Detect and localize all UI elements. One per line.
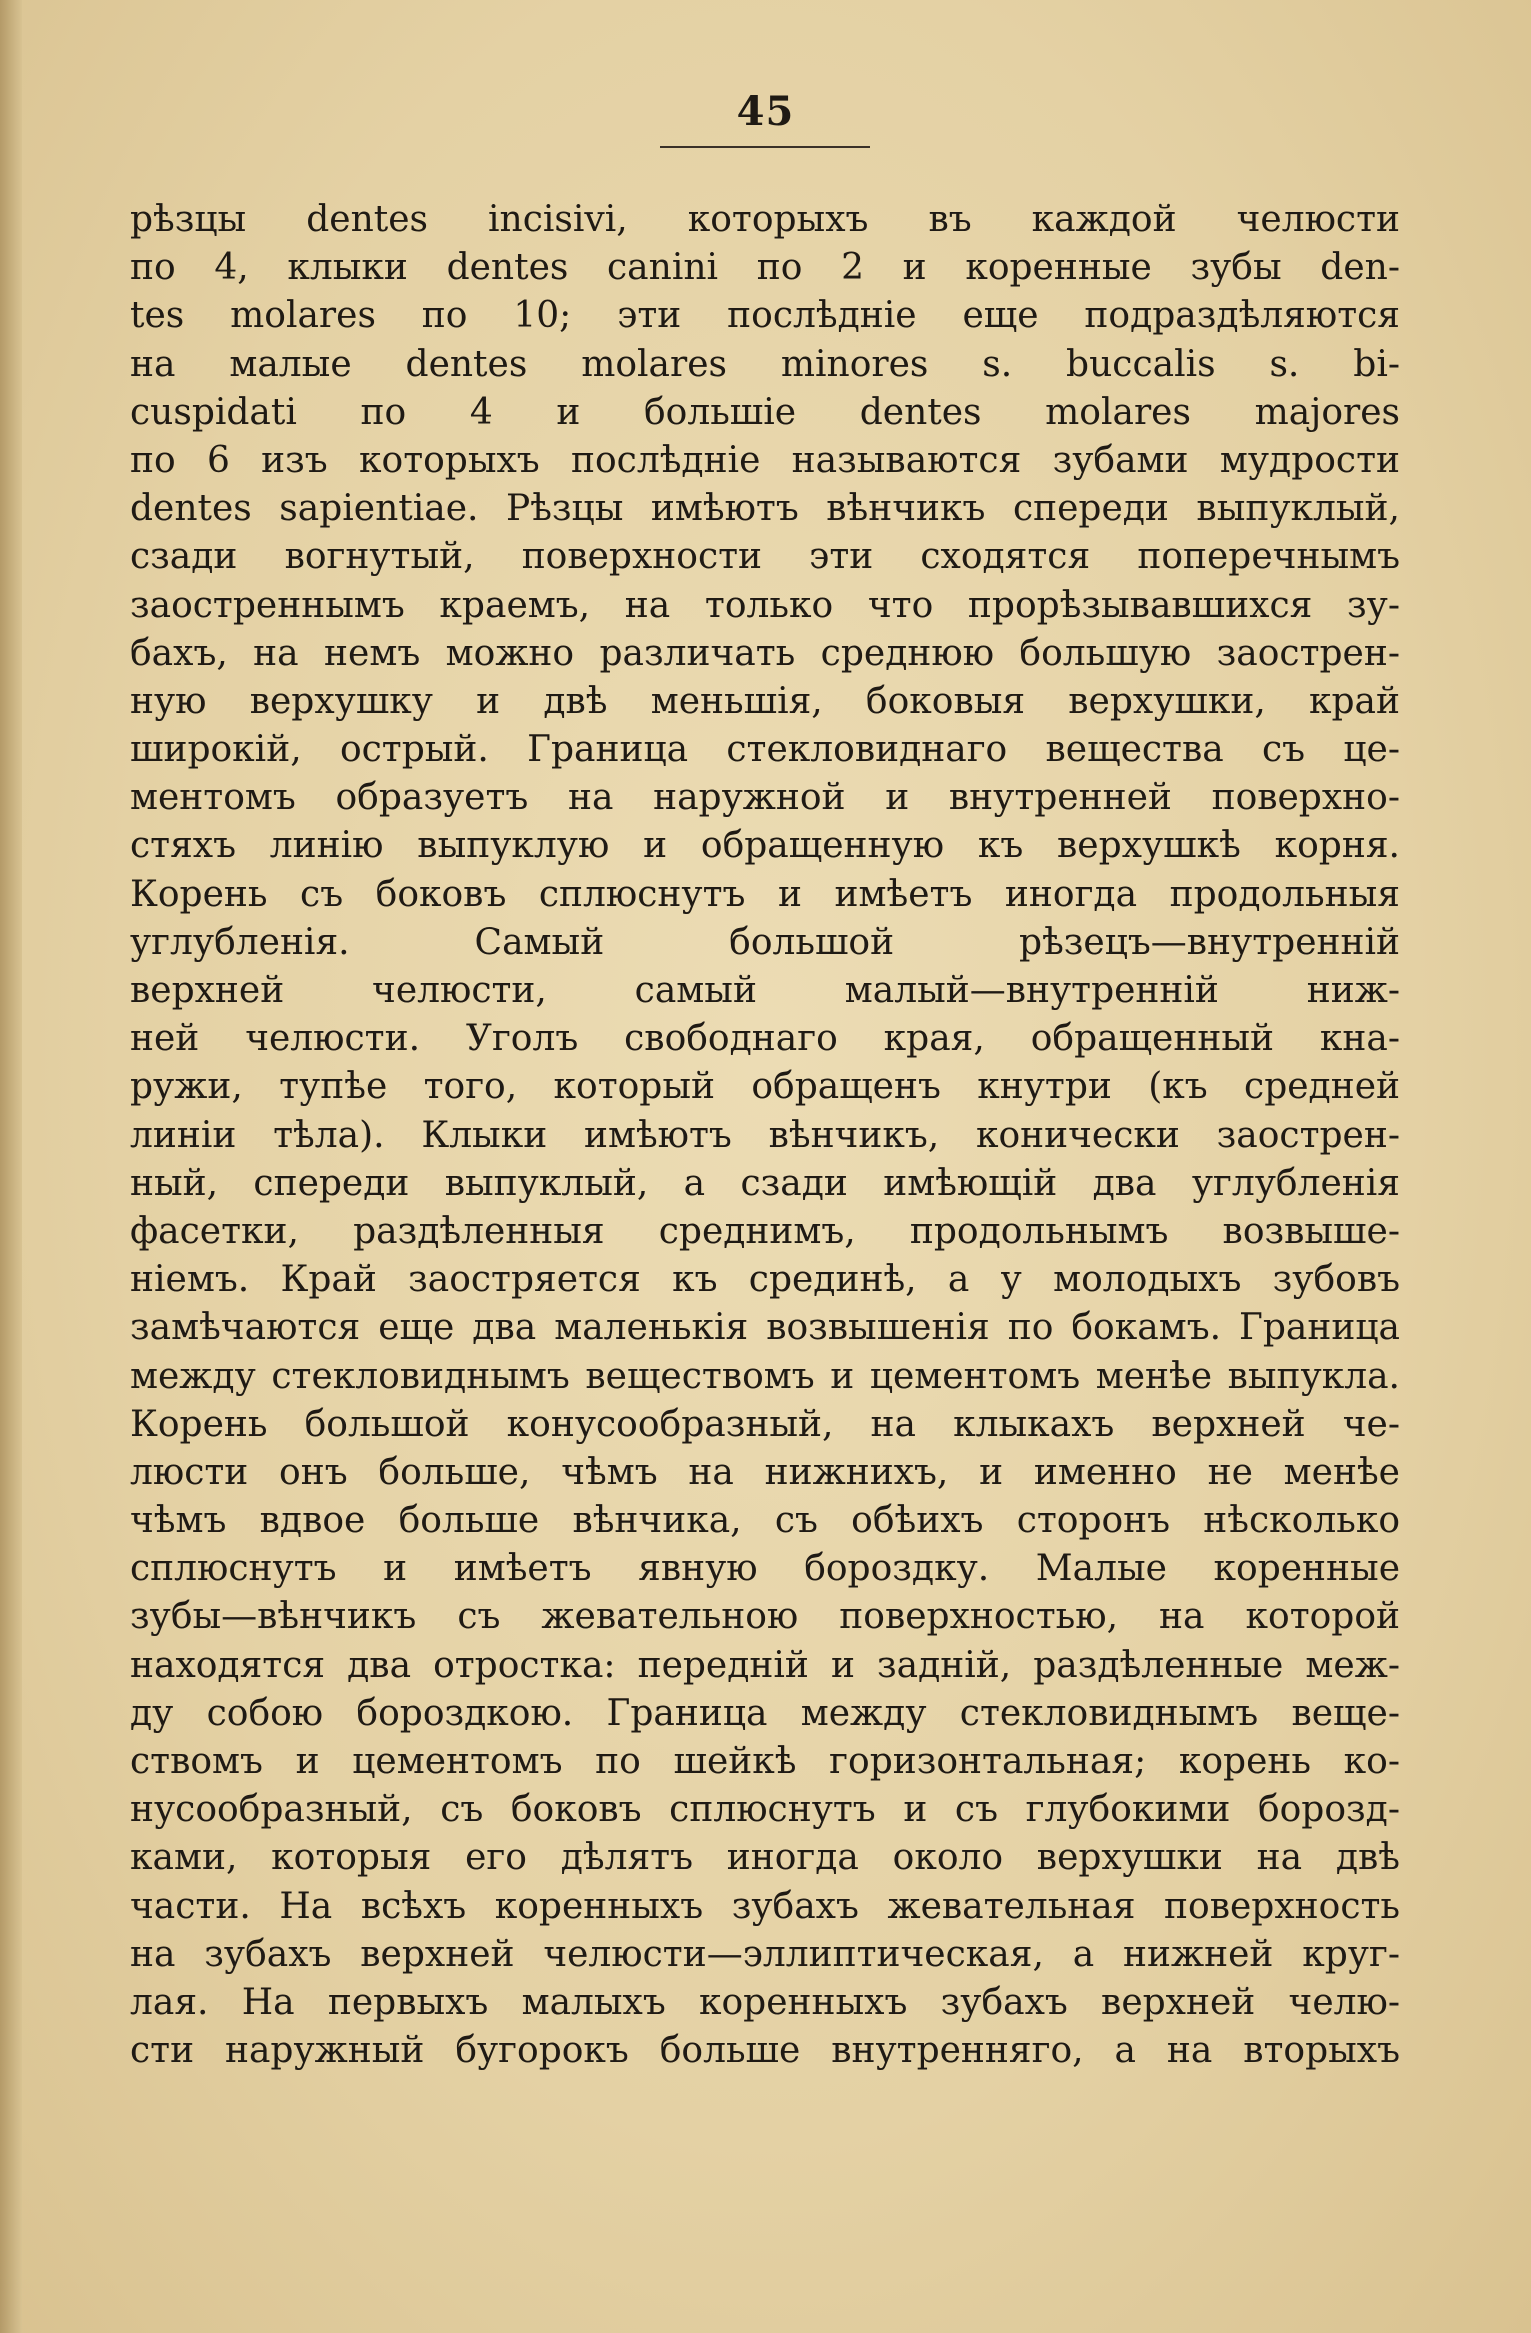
text-line: верхней челюсти, самый малый—внутреннiй ниж- bbox=[130, 970, 1400, 1011]
text-line: заостреннымъ краемъ, на только что прорѣзывавшихся зу- bbox=[130, 584, 1400, 626]
text-line: сти наружный бугорокъ больше внутренняго, а на вторыхъ bbox=[130, 2030, 1400, 2072]
text-line: фасетки, раздѣленныя среднимъ, продольнымъ возвыше- bbox=[130, 1210, 1400, 1252]
page-edge bbox=[0, 0, 22, 2333]
text-line: части. На всѣхъ коренныхъ зубахъ жевательная поверхность bbox=[130, 1885, 1400, 1927]
text-line: углубленiя. Самый большой рѣзецъ—внутреннiй bbox=[130, 921, 1400, 963]
text-line: ками, которыя его дѣлятъ иногда около верхушки на двѣ bbox=[130, 1837, 1400, 1879]
text-line: ружи, тупѣе того, который обращенъ кнутри (къ средней bbox=[130, 1066, 1400, 1108]
text-line: ный, спереди выпуклый, а сзади имѣющiй два углубленiя bbox=[130, 1162, 1400, 1204]
text-line: линiи тѣла). Клыки имѣютъ вѣнчикъ, конически заострен- bbox=[130, 1114, 1400, 1156]
text-line: нусообразный, съ боковъ сплюснутъ и съ глубокими борозд- bbox=[130, 1789, 1400, 1831]
text-line: зубы—вѣнчикъ съ жевательною поверхностью, на которой bbox=[130, 1596, 1400, 1638]
text-line: нiемъ. Край заостряется къ срединѣ, а у молодыхъ зубовъ bbox=[130, 1259, 1400, 1301]
text-line: ментомъ образуетъ на наружной и внутренней поверхно- bbox=[130, 777, 1400, 819]
text-line: cuspidati по 4 и большiе dentes molares majores bbox=[130, 391, 1400, 433]
text-line: лая. На первыхъ малыхъ коренныхъ зубахъ верхней челю- bbox=[130, 1981, 1400, 2023]
text-line: чѣмъ вдвое больше вѣнчика, съ обѣихъ сторонъ нѣсколько bbox=[130, 1500, 1400, 1542]
text-line: находятся два отростка: переднiй и заднiй, раздѣленные меж- bbox=[130, 1644, 1400, 1686]
text-line: сплюснутъ и имѣетъ явную бороздку. Малые коренные bbox=[130, 1548, 1400, 1590]
text-line: на малые dentes molares minores s. buccalis s. bi- bbox=[130, 343, 1400, 385]
text-line: ней челюсти. Уголъ свободнаго края, обращенный кна- bbox=[130, 1018, 1400, 1060]
text-line: между стекловиднымъ веществомъ и цементомъ менѣе выпукла. bbox=[130, 1355, 1400, 1397]
text-line: ду собою бороздкою. Граница между стекловиднымъ веще- bbox=[130, 1692, 1400, 1734]
text-line: замѣчаются еще два маленькiя возвышенiя по бокамъ. Граница bbox=[130, 1307, 1400, 1349]
text-line: рѣзцы dentes incisivi, которыхъ въ каждой челюсти bbox=[130, 199, 1400, 240]
text-line: по 4, клыки dentes canini по 2 и коренные зубы den- bbox=[130, 247, 1400, 289]
text-line: Корень большой конусообразный, на клыкахъ верхней че- bbox=[130, 1403, 1400, 1445]
text-line: dentes sapientiae. Рѣзцы имѣютъ вѣнчикъ спереди выпуклый, bbox=[130, 488, 1400, 530]
text-line: на зубахъ верхней челюсти—эллиптическая, а нижней круг- bbox=[130, 1933, 1400, 1975]
page-number-rule bbox=[660, 146, 870, 148]
text-line: Корень съ боковъ сплюснутъ и имѣетъ иногда продольныя bbox=[130, 873, 1400, 915]
text-line: стяхъ линiю выпуклую и обращенную къ верхушкѣ корня. bbox=[130, 825, 1400, 867]
text-line: tes molares по 10; эти послѣднiе еще подраздѣляются bbox=[130, 295, 1400, 337]
text-line: ствомъ и цементомъ по шейкѣ горизонтальная; корень ко- bbox=[130, 1741, 1400, 1782]
page-number: 45 bbox=[736, 88, 795, 135]
text-line: по 6 изъ которыхъ послѣднiе называются зубами мудрости bbox=[130, 439, 1400, 481]
text-line: люсти онъ больше, чѣмъ на нижнихъ, и именно не менѣе bbox=[130, 1451, 1400, 1493]
text-line: ную верхушку и двѣ меньшiя, боковыя верхушки, край bbox=[130, 680, 1400, 722]
body-text bbox=[130, 196, 1400, 2075]
text-line: бахъ, на немъ можно различать среднюю большую заострен- bbox=[130, 632, 1400, 674]
text-line: широкiй, острый. Граница стекловиднаго вещества съ це- bbox=[130, 729, 1400, 771]
text-line: сзади вогнутый, поверхности эти сходятся поперечнымъ bbox=[130, 536, 1400, 578]
